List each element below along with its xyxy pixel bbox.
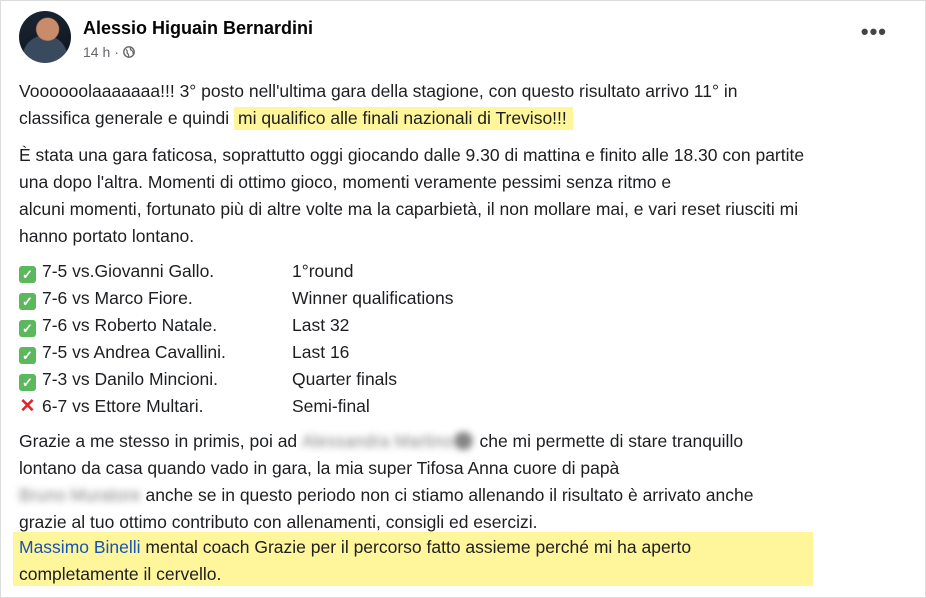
result-score: 7-6 vs Marco Fiore. bbox=[42, 288, 193, 308]
post-text-line: grazie al tuo ottimo contributo con allenamenti, consigli ed esercizi. bbox=[19, 512, 538, 532]
post-text-line: lontano da casa quando vado in gara, la mia super Tifosa Anna cuore di papà bbox=[19, 458, 620, 478]
check-mark-icon: ✓ bbox=[19, 347, 36, 364]
text-fragment: che mi permette di stare tranquillo bbox=[474, 431, 744, 451]
result-round: Last 16 bbox=[292, 342, 350, 362]
text-fragment: mental coach Grazie per il percorso fatto assieme perché mi ha aperto bbox=[140, 537, 692, 557]
post-text-line: È stata una gara faticosa, soprattutto oggi giocando dalle 9.30 di mattina e finito alle 18.30 con partite bbox=[19, 145, 805, 165]
result-row bbox=[19, 366, 397, 393]
result-row bbox=[19, 393, 370, 420]
result-row bbox=[19, 285, 453, 312]
more-options-icon[interactable]: ••• bbox=[860, 19, 887, 44]
post-text-line bbox=[19, 482, 753, 509]
result-score: 7-5 vs Andrea Cavallini. bbox=[42, 342, 226, 362]
blurred-emoji: 😊 bbox=[452, 431, 475, 451]
highlighted-text: mi qualifico alle finali nazionali di Treviso!!! bbox=[234, 107, 573, 130]
author-name[interactable]: Alessio Higuain Bernardini bbox=[83, 18, 314, 38]
post-text-line: hanno portato lontano. bbox=[19, 226, 195, 246]
post-meta bbox=[83, 44, 135, 60]
avatar[interactable] bbox=[19, 11, 71, 63]
post-time[interactable]: 14 h bbox=[83, 44, 111, 60]
result-round: Last 32 bbox=[292, 315, 350, 335]
post-text-line: una dopo l'altra. Momenti di ottimo gioco, momenti veramente pessimi senza ritmo e bbox=[19, 172, 672, 192]
result-round: Semi-final bbox=[292, 396, 370, 416]
post-text-line bbox=[19, 428, 743, 455]
result-score: 7-6 vs Roberto Natale. bbox=[42, 315, 218, 335]
result-score: 6-7 vs Ettore Multari. bbox=[42, 396, 204, 416]
result-row bbox=[19, 258, 354, 285]
post-text-line bbox=[19, 534, 691, 561]
result-score: 7-5 vs.Giovanni Gallo. bbox=[42, 261, 215, 281]
blurred-name: Alessandra Martino bbox=[302, 431, 453, 451]
post-text-line: alcuni momenti, fortunato più di altre volte ma la caparbietà, il non mollare mai, e vari reset riusciti mi bbox=[19, 199, 799, 219]
text-fragment: Grazie a me stesso in primis, poi ad bbox=[19, 431, 303, 451]
post-text-line bbox=[19, 105, 573, 132]
check-mark-icon: ✓ bbox=[19, 293, 36, 310]
result-round: 1°round bbox=[292, 261, 354, 281]
cross-mark-icon: ✕ bbox=[19, 396, 36, 417]
globe-icon bbox=[123, 46, 135, 58]
result-round: Winner qualifications bbox=[292, 288, 454, 308]
check-mark-icon: ✓ bbox=[19, 266, 36, 283]
blurred-name: Bruno Muratore bbox=[19, 485, 141, 505]
result-row bbox=[19, 312, 349, 339]
check-mark-icon: ✓ bbox=[19, 374, 36, 391]
post-text-line: completamente il cervello. bbox=[19, 564, 222, 584]
result-round: Quarter finals bbox=[292, 369, 398, 389]
mention-link[interactable]: Massimo Binelli bbox=[19, 537, 141, 557]
post-text-line: Voooooolaaaaaaa!!! 3° posto nell'ultima gara della stagione, con questo risultato arrivo 11° in bbox=[19, 81, 738, 101]
text-fragment: classifica generale e quindi bbox=[19, 108, 234, 128]
result-score: 7-3 vs Danilo Mincioni. bbox=[42, 369, 219, 389]
result-row bbox=[19, 339, 349, 366]
meta-separator: · bbox=[114, 44, 119, 60]
check-mark-icon: ✓ bbox=[19, 320, 36, 337]
text-fragment: anche se in questo periodo non ci stiamo allenando il risultato è arrivato anche bbox=[140, 485, 754, 505]
